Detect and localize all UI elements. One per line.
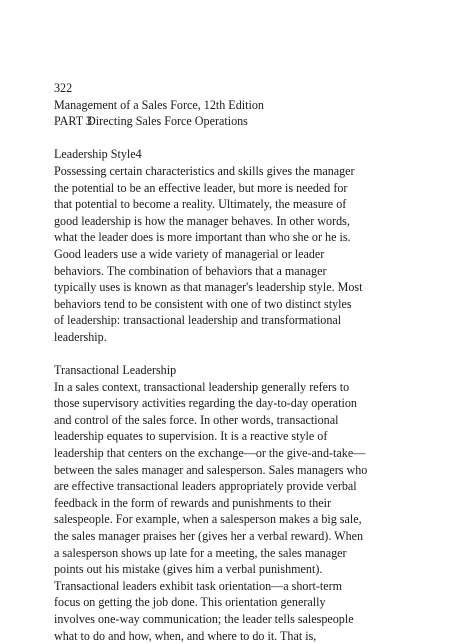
part-label: PART 3 — [54, 114, 92, 129]
paragraph-line: the sales manager praises her (gives her a verbal reward). When — [54, 529, 364, 544]
paragraph-line: leadership that centers on the exchange—or the give-and-take— — [54, 446, 366, 461]
paragraph-line: between the sales manager and salesperson. Sales managers who — [54, 462, 368, 477]
paragraph-line: good leadership is how the manager behaves. In other words, — [54, 213, 350, 228]
part-title: Directing Sales Force Operations — [87, 114, 248, 129]
paragraph-line: a salesperson shows up late for a meeting, the sales manager — [54, 545, 347, 560]
paragraph-line: the potential to be an effective leader, but more is needed for — [54, 180, 348, 195]
paragraph-line: are effective transactional leaders appropriately provide verbal — [54, 479, 357, 494]
paragraph-line: that potential to become a reality. Ultimately, the measure of — [54, 197, 347, 212]
paragraph-line: points out his mistake (gives him a verbal punishment). — [54, 562, 323, 577]
page-number: 322 — [54, 81, 73, 95]
paragraph-line: Possessing certain characteristics and skills gives the manager — [54, 163, 355, 178]
paragraph-line: involves one-way communication; the leader tells salespeople — [54, 612, 354, 626]
paragraph-line: salespeople. For example, when a salesperson makes a big sale, — [54, 512, 362, 527]
section-body-leadership-style — [54, 163, 434, 346]
paragraph-line: In a sales context, transactional leadership generally refers to — [54, 379, 350, 394]
paragraph-line: Good leaders use a wide variety of managerial or leader — [54, 246, 325, 261]
blank-line — [54, 130, 434, 147]
section-heading-transactional-leadership: Transactional Leadership — [54, 363, 177, 378]
paragraph-line: what the leader does is more important than who she or he is. — [54, 230, 351, 245]
paragraph-line: focus on getting the job done. This orientation generally — [54, 595, 326, 610]
paragraph-line: and control of the sales force. In other words, transactional — [54, 412, 339, 427]
paragraph-line: of leadership: transactional leadership and transformational — [54, 313, 342, 328]
document-text — [54, 80, 434, 644]
paragraph-line: typically uses is known as that manager's leadership style. Most — [54, 280, 363, 295]
paragraph-line: leadership equates to supervision. It is a reactive style of — [54, 429, 328, 444]
paragraph-line: what to do and how, when, and where to do it. That is, — [54, 628, 317, 643]
section-body-transactional-leadership — [54, 379, 434, 644]
paragraph-line: Transactional leaders exhibit task orientation—a short-term — [54, 578, 343, 593]
blank-line — [54, 346, 434, 363]
section-heading-leadership-style: Leadership Style4 — [54, 147, 142, 162]
paragraph-line: leadership. — [54, 329, 107, 344]
paragraph-line: feedback in the form of rewards and punishments to their — [54, 495, 332, 510]
book-title: Management of a Sales Force, 12th Edition — [54, 97, 264, 112]
paragraph-line: behaviors. The combination of behaviors that a manager — [54, 263, 327, 278]
paragraph-line: behaviors tend to be consistent with one of two distinct styles — [54, 296, 352, 311]
paragraph-line: those supervisory activities regarding the day-to-day operation — [54, 396, 357, 411]
part-header — [54, 113, 434, 130]
